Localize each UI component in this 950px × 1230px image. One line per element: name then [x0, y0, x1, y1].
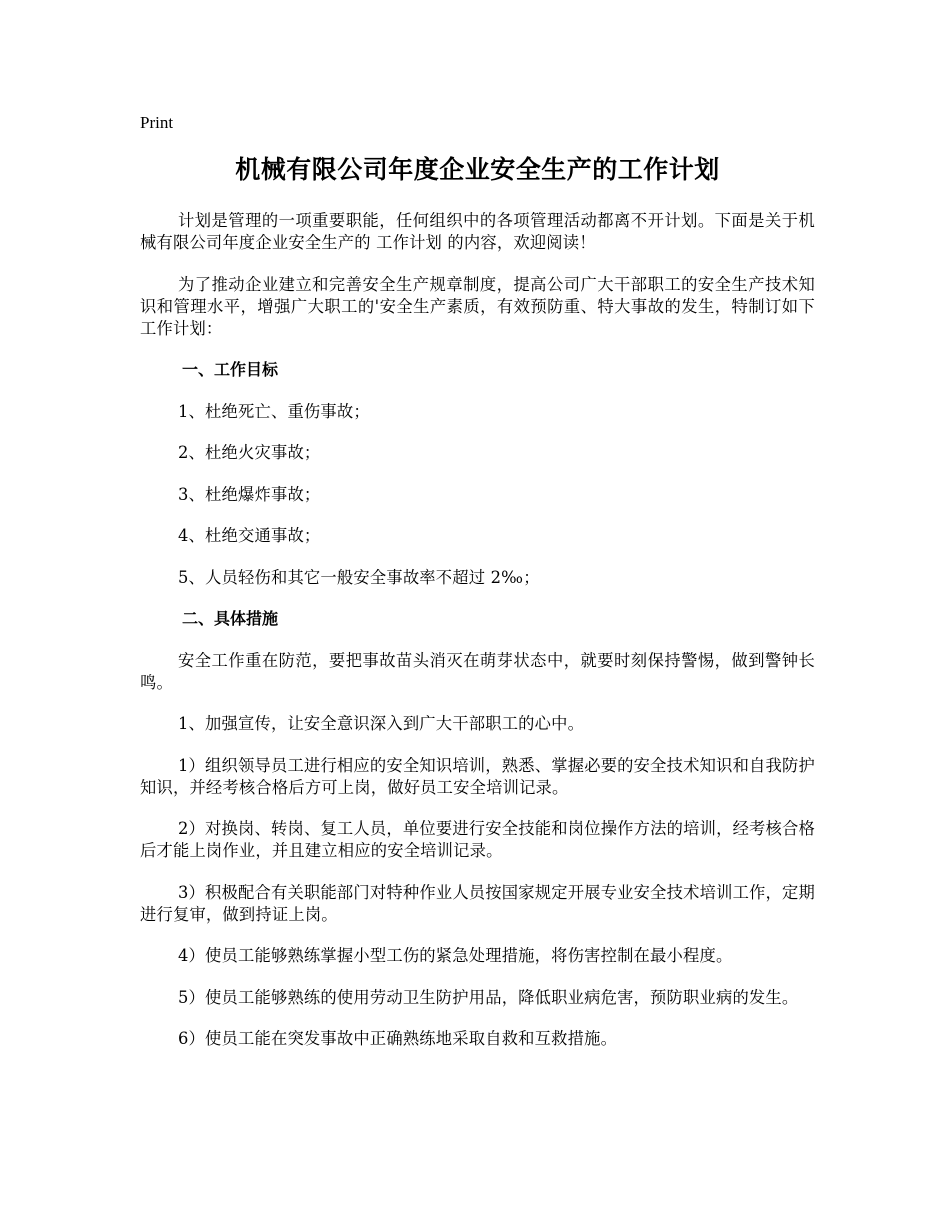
page-title: 机械有限公司年度企业安全生产的工作计划: [235, 155, 720, 184]
measure-sub-item: 2）对换岗、转岗、复工人员，单位要进行安全技能和岗位操作方法的培训，经考核合格后才能上岗作业，并且建立相应的安全培训记录。: [140, 819, 815, 860]
measure-item: 1、加强宣传，让安全意识深入到广大干部职工的心中。: [178, 714, 585, 733]
measure-sub-item: 3）积极配合有关职能部门对特种作业人员按国家规定开展专业安全技术培训工作，定期进行复审，做到持证上岗。: [140, 882, 815, 924]
section-heading-goals: 一、工作目标: [182, 360, 279, 379]
goal-item: 3、杜绝爆炸事故；: [178, 484, 321, 504]
measure-sub-item: 5）使员工能够熟练的使用劳动卫生防护用品，降低职业病危害，预防职业病的发生。: [178, 987, 799, 1007]
intro-paragraph: 计划是管理的一项重要职能，任何组织中的各项管理活动都离不开计划。下面是关于机械有限公司年度企业安全生产的 工作计划 的内容，欢迎阅读！: [140, 211, 815, 252]
print-link[interactable]: Print: [140, 113, 174, 132]
goal-item: 1、杜绝死亡、重伤事故；: [178, 401, 370, 421]
measure-sub-item: 1）组织领导员工进行相应的安全知识培训，熟悉、掌握必要的安全技术知识和自我防护知识，并经考核合格后方可上岗，做好员工安全培训记录。: [140, 755, 815, 797]
purpose-paragraph: 为了推动企业建立和完善安全生产规章制度，提高公司广大干部职工的安全生产技术知识和管理水平，增强广大职工的'安全生产素质，有效预防重、特大事故的发生，特制订如下工作计划：: [140, 274, 815, 338]
measures-intro: 安全工作重在防范，要把事故苗头消灭在萌芽状态中，就要时刻保持警惕，做到警钟长鸣。: [140, 650, 815, 692]
goal-item: 2、杜绝火灾事故；: [178, 443, 321, 462]
measure-sub-item: 4）使员工能够熟练掌握小型工伤的紧急处理措施，将伤害控制在最小程度。: [178, 946, 733, 965]
measure-sub-item: 6）使员工能在突发事故中正确熟练地采取自救和互救措施。: [178, 1029, 618, 1048]
section-heading-measures: 二、具体措施: [182, 609, 279, 628]
document-page: [140, 112, 815, 1070]
goal-item: 5、人员轻伤和其它一般安全事故率不超过 2‰；: [178, 567, 540, 587]
goal-item: 4、杜绝交通事故；: [178, 526, 321, 545]
